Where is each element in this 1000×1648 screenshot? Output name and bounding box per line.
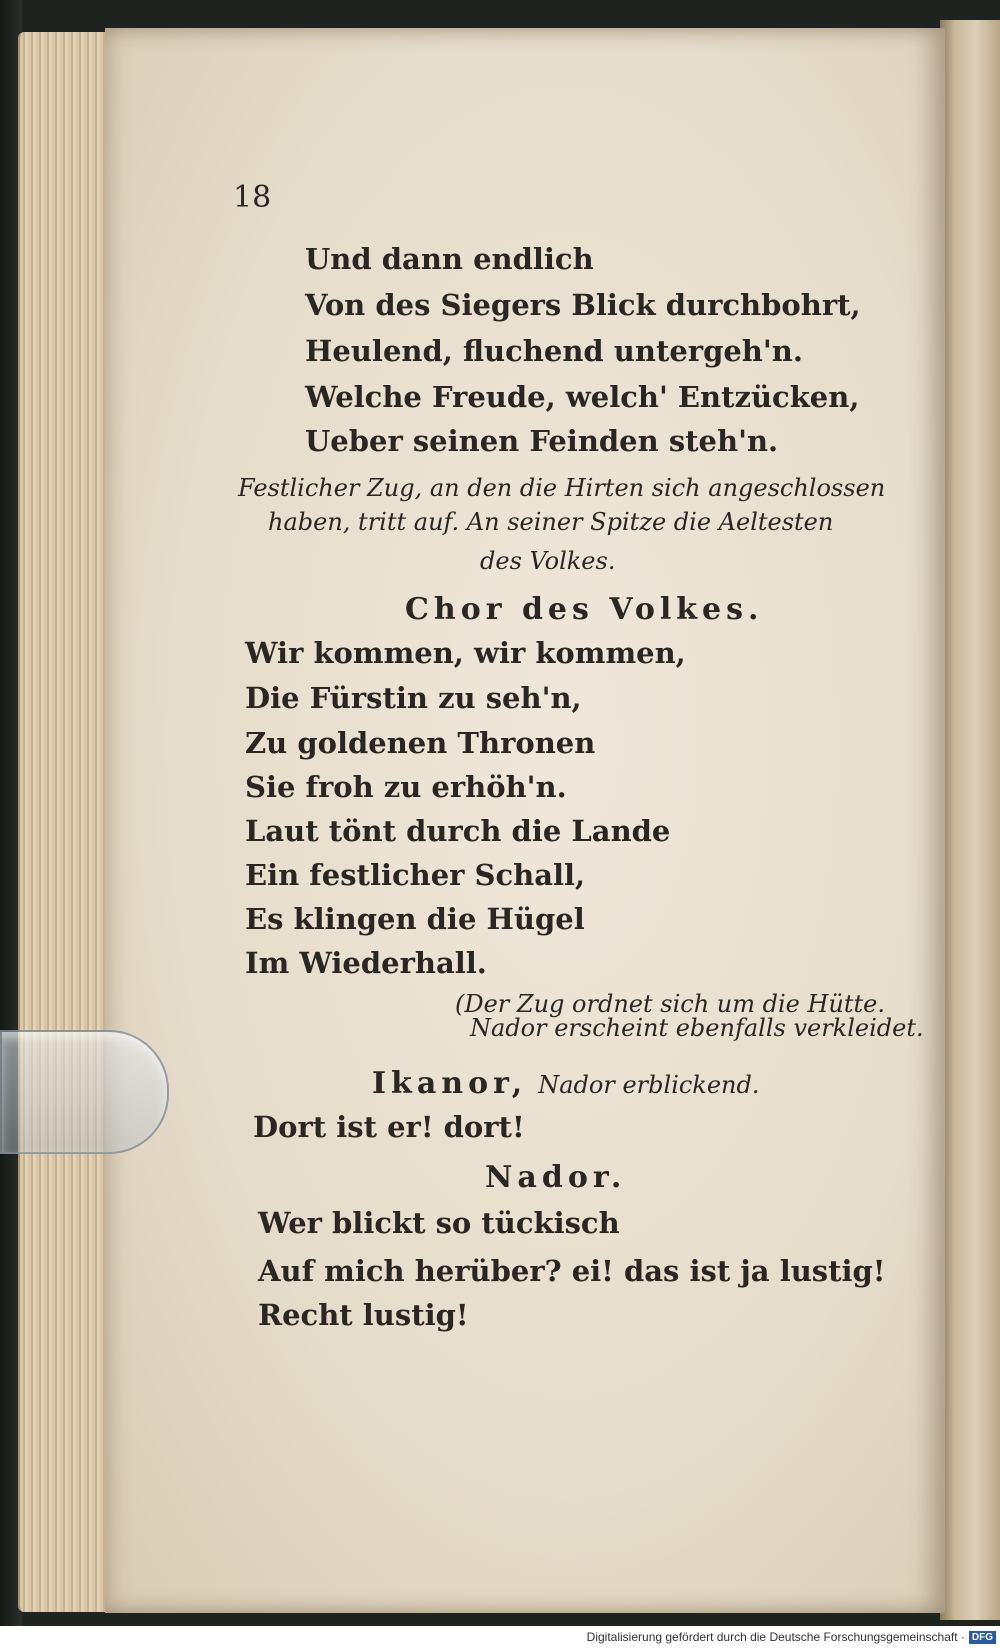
verse-line: Zu goldenen Thronen bbox=[245, 726, 596, 760]
footer-credit: Digitalisierung gefördert durch die Deutsche Forschungsgemeinschaft bbox=[586, 1630, 958, 1644]
stage-direction-line: des Volkes. bbox=[480, 547, 616, 575]
speaker-ikanor-line bbox=[372, 1066, 760, 1101]
stage-direction-line: haben, tritt auf. An seiner Spitze die Aeltesten bbox=[268, 508, 834, 536]
speaker-heading-nador: Nador. bbox=[485, 1160, 627, 1195]
verse-line: Ueber seinen Feinden steh'n. bbox=[305, 424, 779, 458]
facing-page-edge bbox=[940, 20, 1000, 1620]
dfg-logo: DFG bbox=[969, 1631, 996, 1644]
verse-line: Recht lustig! bbox=[258, 1298, 469, 1332]
verse-line: Von des Siegers Blick durchbohrt, bbox=[305, 288, 861, 322]
verse-line: Heulend, fluchend untergeh'n. bbox=[305, 334, 803, 368]
verse-line: Und dann endlich bbox=[305, 242, 594, 276]
page-number: 18 bbox=[233, 180, 272, 215]
verse-line: Ein festlicher Schall, bbox=[245, 858, 586, 892]
speaker-heading-ikanor: Ikanor, bbox=[372, 1066, 528, 1101]
verse-line: Laut tönt durch die Lande bbox=[245, 814, 671, 848]
verse-line: Wer blickt so tückisch bbox=[258, 1206, 620, 1240]
footer-bar bbox=[0, 1626, 1000, 1648]
stage-direction-line: Festlicher Zug, an den die Hirten sich angeschlossen bbox=[238, 474, 886, 502]
stage-direction-line: (Der Zug ordnet sich um die Hütte. bbox=[455, 990, 885, 1018]
verse-line: Welche Freude, welch' Entzücken, bbox=[305, 380, 860, 414]
verse-line: Sie froh zu erhöh'n. bbox=[245, 770, 567, 804]
verse-line: Auf mich herüber? ei! das ist ja lustig! bbox=[258, 1254, 886, 1288]
verse-line: Wir kommen, wir kommen, bbox=[245, 636, 686, 670]
speaker-heading-chor: Chor des Volkes. bbox=[405, 592, 764, 627]
stage-direction-line: Nador erscheint ebenfalls verkleidet. bbox=[470, 1014, 924, 1042]
verse-line: Es klingen die Hügel bbox=[245, 902, 585, 936]
page-holder-clip bbox=[0, 1030, 169, 1154]
footer-separator: · bbox=[957, 1630, 965, 1644]
verse-line: Im Wiederhall. bbox=[245, 946, 487, 980]
speaker-note: Nador erblickend. bbox=[538, 1071, 760, 1099]
verse-line: Dort ist er! dort! bbox=[253, 1110, 525, 1144]
verse-line: Die Fürstin zu seh'n, bbox=[245, 681, 582, 715]
